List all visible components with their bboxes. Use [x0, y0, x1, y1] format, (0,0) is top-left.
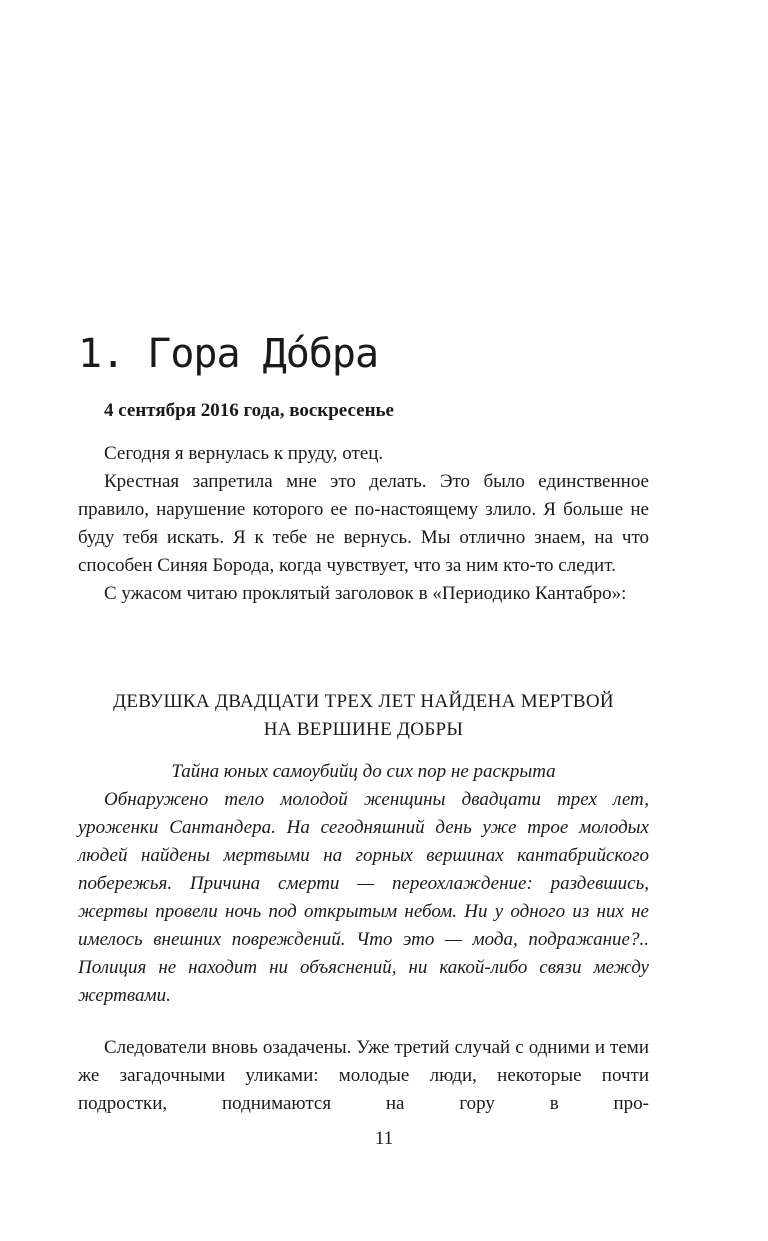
- article-body-paragraph: Обнаружено тело молодой женщины двадцати трех лет, уроженки Сантандера. На сегодняшний день уже трое молодых людей найдены мертвыми на горных вершинах кантабрийского побережья. Причина смерти — переохлаждение: раздевшись, жертвы провели ночь под открытым небом. Ни у одного из них не имелось внешних повреждений. Что это — мода, подражание?.. Полиция не находит ни объяснений, ни какой-либо связи между жертвами.: [78, 789, 649, 1006]
- page-number: 11: [374, 1128, 394, 1149]
- article-subheadline: Тайна юных самоубийц до сих пор не раскрыта: [171, 761, 556, 782]
- intro-paragraph-2: Крестная запретила мне это делать. Это было единственное правило, нарушение которого ее по-настоящему злило. Я больше не буду тебя искать. Я к тебе не вернусь. Мы отлично знаем, на что способен Синяя Борода, когда чувствует, что за ним кто-то следит.: [78, 471, 649, 576]
- closing-paragraph: Следователи вновь озадачены. Уже третий случай с одними и теми же загадочными уликами: молодые люди, некоторые почти подростки, поднимаются на гору в про-: [78, 1037, 649, 1114]
- chapter-date: 4 сентября 2016 года, воскресенье: [104, 400, 394, 421]
- intro-paragraph-3: С ужасом читаю проклятый заголовок в «Периодико Кантабро»:: [104, 583, 627, 604]
- intro-paragraph-1: Сегодня я вернулась к пруду, отец.: [104, 443, 384, 464]
- article-body: [78, 786, 649, 1010]
- chapter-title: 1. Гора До́бра: [78, 331, 379, 377]
- article-headline: [78, 688, 649, 744]
- closing-text: [78, 1034, 649, 1118]
- headline-line-1: ДЕВУШКА ДВАДЦАТИ ТРЕХ ЛЕТ НАЙДЕНА МЕРТВОЙ: [113, 691, 614, 712]
- headline-line-2: НА ВЕРШИНЕ ДОБРЫ: [263, 719, 464, 740]
- intro-text: [78, 440, 649, 608]
